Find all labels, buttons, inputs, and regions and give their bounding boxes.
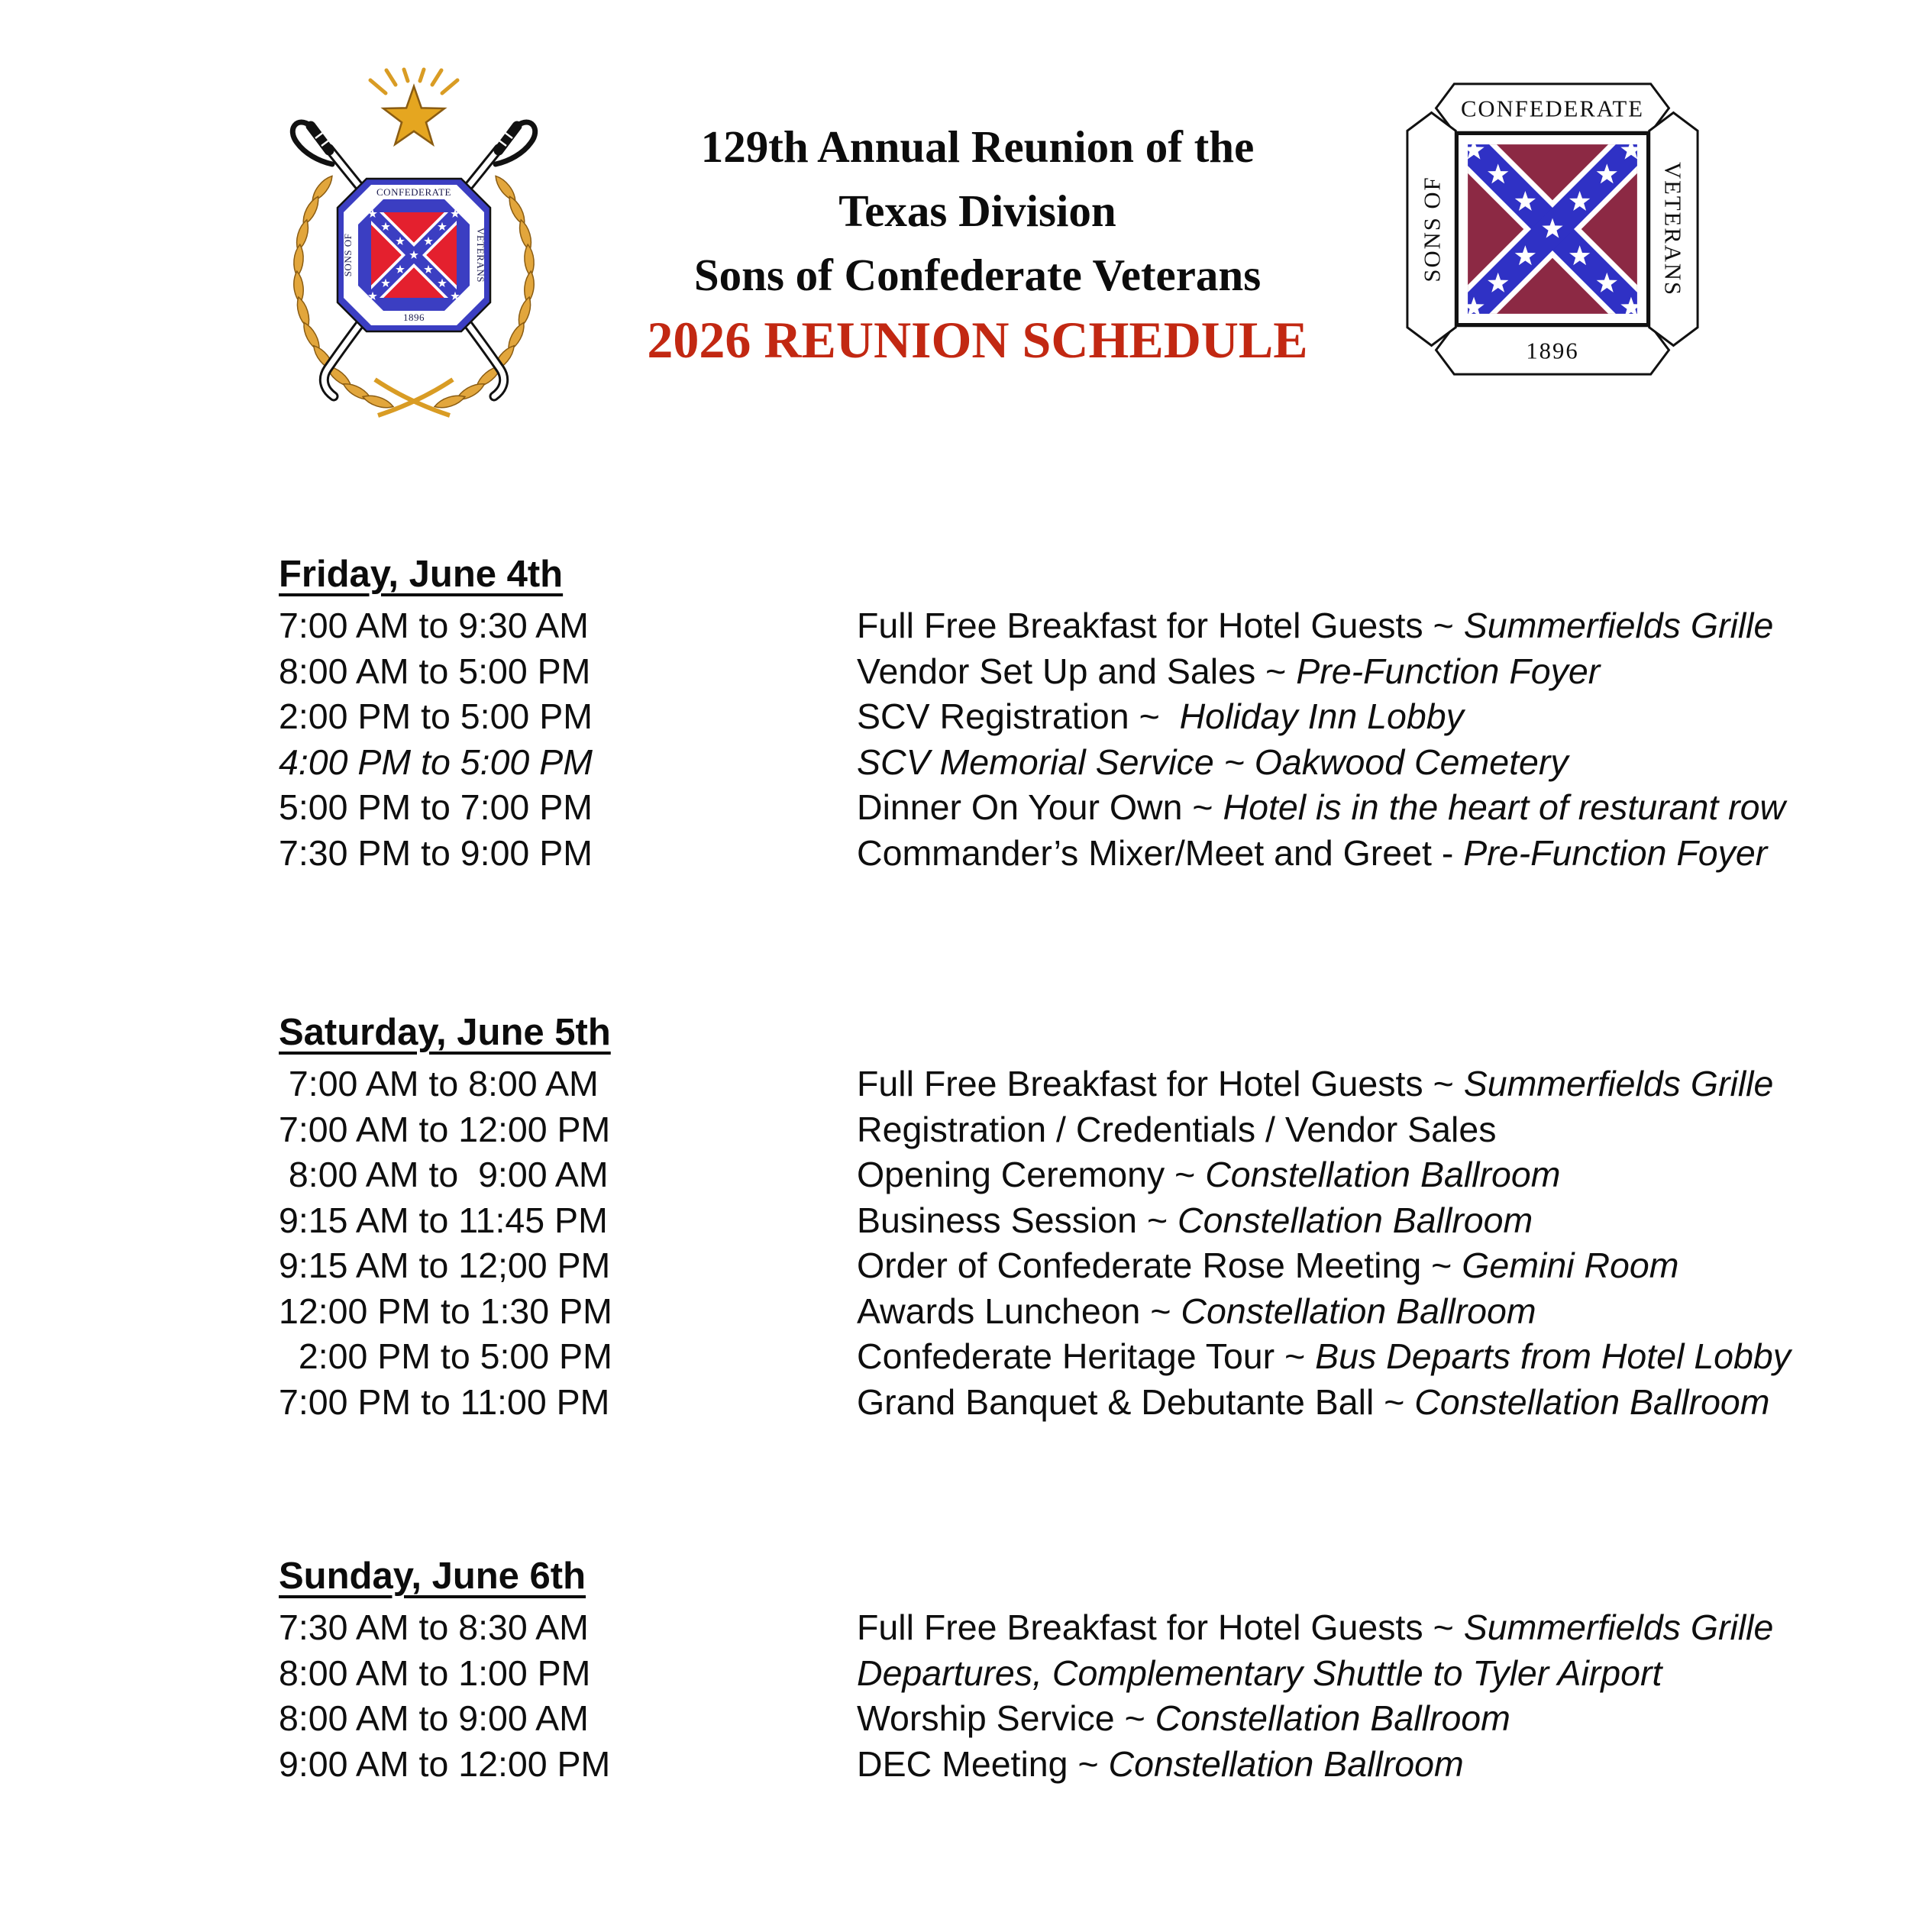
title-line-2: Texas Division: [838, 186, 1116, 236]
badge-label-left: SONS OF: [342, 233, 354, 277]
time-cell: 5:00 PM to 7:00 PM: [279, 787, 593, 827]
time-cell: 7:30 PM to 9:00 PM: [279, 832, 593, 873]
badge-label-bottom: 1896: [403, 312, 425, 323]
banner-label-right: VETERANS: [1659, 161, 1686, 297]
badge-label-right: VETERANS: [475, 228, 486, 283]
schedule-row: [279, 1198, 1913, 1244]
gold-star-icon: [383, 86, 444, 144]
event-cell: SCV Registration ~ Holiday Inn Lobby: [857, 696, 1464, 736]
event-cell: Full Free Breakfast for Hotel Guests ~ Summerfields Grille: [857, 606, 1774, 645]
time-cell: 9:15 AM to 12;00 PM: [279, 1245, 611, 1285]
time-cell: 8:00 AM to 9:00 AM: [279, 1698, 589, 1738]
time-cell: 9:15 AM to 11:45 PM: [279, 1200, 608, 1240]
schedule-row: [279, 1243, 1913, 1289]
schedule-row: [279, 1152, 1913, 1198]
event-cell: Business Session ~ Constellation Ballroom: [857, 1200, 1533, 1240]
schedule-row: [279, 740, 1913, 786]
event-cell: Registration / Credentials / Vendor Sales: [857, 1109, 1497, 1149]
banner-label-top: CONFEDERATE: [1460, 95, 1645, 122]
schedule-row: [279, 694, 1913, 740]
scv-national-emblem-graphic: [1401, 76, 1704, 382]
event-cell: Vendor Set Up and Sales ~ Pre-Function Foyer: [857, 651, 1601, 691]
schedule-row: [279, 1061, 1913, 1107]
schedule-row: [279, 649, 1913, 695]
section-sunday: [279, 1555, 1913, 1787]
event-cell: SCV Memorial Service ~ Oakwood Cemetery: [857, 741, 1569, 782]
event-cell: Worship Service ~ Constellation Ballroom: [857, 1698, 1510, 1738]
event-cell: Departures, Complementary Shuttle to Tyler Airport: [857, 1653, 1662, 1693]
schedule-row: [279, 1742, 1913, 1788]
schedule-row: [279, 1107, 1913, 1153]
event-cell: Confederate Heritage Tour ~ Bus Departs from Hotel Lobby: [857, 1336, 1791, 1376]
section-heading: Friday, June 4th: [279, 554, 564, 595]
schedule-row: [279, 1334, 1913, 1380]
section-heading: Sunday, June 6th: [279, 1556, 586, 1597]
event-cell: Awards Luncheon ~ Constellation Ballroom: [857, 1291, 1536, 1331]
event-cell: Order of Confederate Rose Meeting ~ Gemini Room: [857, 1245, 1679, 1285]
section-friday: [279, 553, 1913, 876]
event-cell: Opening Ceremony ~ Constellation Ballroom: [857, 1155, 1561, 1194]
time-cell: 7:00 AM to 8:00 AM: [279, 1064, 599, 1103]
event-cell: Commander’s Mixer/Meet and Greet - Pre-Function Foyer: [857, 832, 1768, 873]
banner-label-left: SONS OF: [1419, 176, 1446, 283]
title-line-3: Sons of Confederate Veterans: [693, 250, 1262, 300]
banner-label-bottom: 1896: [1526, 338, 1579, 364]
section-heading: Saturday, June 5th: [279, 1012, 611, 1053]
event-cell: Dinner On Your Own ~ Hotel is in the heart of resturant row: [857, 787, 1786, 827]
event-cell: Full Free Breakfast for Hotel Guests ~ Summerfields Grille: [857, 1064, 1774, 1103]
time-cell: 2:00 PM to 5:00 PM: [279, 1336, 612, 1376]
time-cell: 7:00 AM to 9:30 AM: [279, 606, 589, 645]
badge-octagon: [338, 179, 490, 331]
schedule-row: [279, 1605, 1913, 1651]
schedule-row: [279, 831, 1913, 877]
event-cell: Full Free Breakfast for Hotel Guests ~ Summerfields Grille: [857, 1607, 1774, 1647]
header-title-block: [489, 115, 1466, 371]
schedule-row: [279, 603, 1913, 649]
time-cell: 8:00 AM to 1:00 PM: [279, 1653, 591, 1693]
time-cell: 9:00 AM to 12:00 PM: [279, 1743, 611, 1784]
schedule-row: [279, 1380, 1913, 1426]
time-cell: 8:00 AM to 5:00 PM: [279, 651, 591, 691]
badge-label-top: CONFEDERATE: [376, 186, 451, 198]
scv-national-emblem: [1401, 76, 1704, 382]
schedule-row: [279, 1696, 1913, 1742]
section-saturday: [279, 1011, 1913, 1425]
event-cell: DEC Meeting ~ Constellation Ballroom: [857, 1743, 1464, 1784]
subtitle-red: 2026 REUNION SCHEDULE: [647, 311, 1308, 369]
time-cell: 8:00 AM to 9:00 AM: [279, 1155, 609, 1194]
schedule-row: [279, 785, 1913, 831]
time-cell: 4:00 PM to 5:00 PM: [279, 741, 593, 782]
schedule-row: [279, 1289, 1913, 1335]
event-cell: Grand Banquet & Debutante Ball ~ Constellation Ballroom: [857, 1381, 1770, 1422]
time-cell: 7:00 PM to 11:00 PM: [279, 1381, 610, 1422]
time-cell: 2:00 PM to 5:00 PM: [279, 696, 593, 736]
time-cell: 12:00 PM to 1:30 PM: [279, 1291, 612, 1331]
title-line-1: 129th Annual Reunion of the: [700, 121, 1255, 172]
schedule-row: [279, 1651, 1913, 1697]
time-cell: 7:30 AM to 8:30 AM: [279, 1607, 589, 1647]
time-cell: 7:00 AM to 12:00 PM: [279, 1109, 611, 1149]
